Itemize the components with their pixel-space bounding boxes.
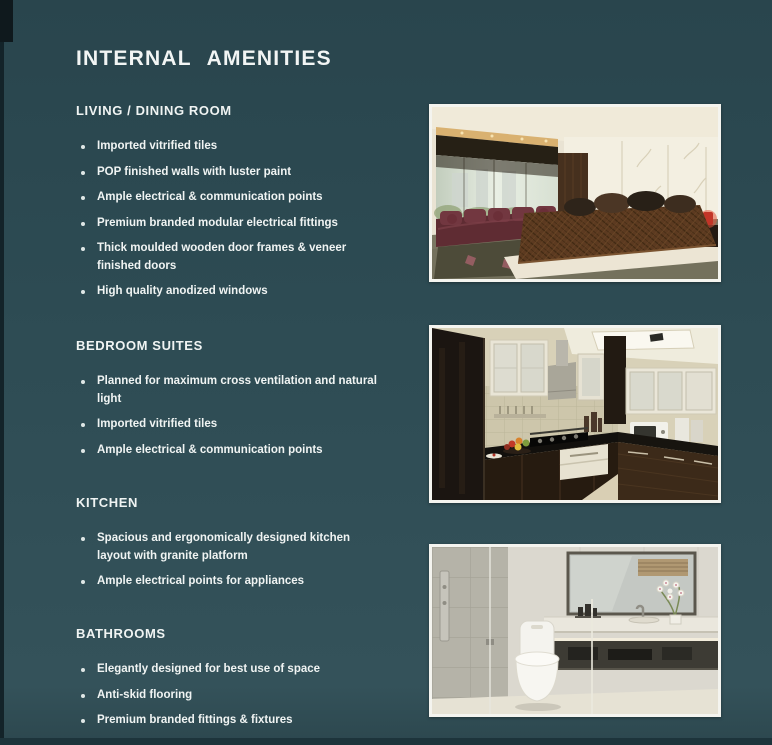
bullet-icon: [81, 247, 85, 251]
amenity-text: Spacious and ergonomically designed kitchen layout with granite platform: [97, 532, 351, 562]
amenity-item: [76, 442, 377, 460]
kitchen-photo-art: [432, 328, 718, 500]
bullet-icon: [81, 449, 85, 453]
amenity-text: Premium branded fittings & fixtures: [97, 714, 293, 726]
section-kitchen: [76, 495, 406, 599]
bullet-icon: [81, 222, 85, 226]
amenity-item: [76, 573, 377, 591]
section-bathrooms: [76, 626, 406, 738]
amenity-text: Ample electrical points for appliances: [97, 575, 305, 587]
bullet-icon: [81, 196, 85, 200]
amenities-list: [76, 661, 377, 730]
bathroom-photo: [429, 544, 721, 717]
amenity-item: [76, 687, 377, 705]
amenity-item: [76, 164, 377, 182]
section-bedroom-suites: [76, 338, 406, 467]
amenity-text: Anti-skid flooring: [97, 688, 193, 701]
bullet-icon: [81, 580, 85, 584]
amenities-list: [76, 530, 377, 591]
bullet-icon: [81, 380, 85, 384]
amenity-text: Imported vitrified tiles: [97, 140, 218, 152]
amenity-item: [76, 373, 377, 408]
bullet-icon: [81, 423, 85, 427]
amenity-text: Imported vitrified tiles: [97, 418, 218, 430]
amenity-item: [76, 416, 377, 434]
kitchen-photo: [429, 325, 721, 503]
amenity-text: Premium branded modular electrical fittings: [97, 216, 338, 229]
bullet-icon: [81, 719, 85, 723]
amenity-item: [76, 240, 377, 275]
living-dining-photo: [429, 104, 721, 282]
bullet-icon: [81, 145, 85, 149]
living-dining-photo-art: [432, 107, 718, 279]
section-heading: LIVING / DINING ROOM: [76, 103, 232, 118]
section-heading: BATHROOMS: [76, 626, 166, 641]
section-heading: KITCHEN: [76, 495, 138, 510]
amenities-list: [76, 138, 377, 301]
bathroom-photo-art: [432, 547, 718, 714]
amenity-text: Thick moulded wooden door frames & veneer finished doors: [97, 242, 347, 272]
page-bottom-strip: [0, 738, 772, 745]
amenities-list: [76, 373, 377, 459]
bullet-icon: [81, 537, 85, 541]
page-edge-strip: [0, 0, 4, 745]
amenity-item: [76, 189, 377, 207]
amenity-item: [76, 215, 377, 233]
amenity-text: Planned for maximum cross ventilation and natural light: [97, 375, 377, 405]
amenity-text: Ample electrical & communication points: [97, 443, 323, 456]
bullet-icon: [81, 171, 85, 175]
amenity-text: High quality anodized windows: [97, 285, 268, 297]
amenity-item: [76, 661, 377, 679]
section-heading: BEDROOM SUITES: [76, 338, 203, 353]
amenity-item: [76, 530, 377, 565]
amenity-item: [76, 283, 377, 301]
bullet-icon: [81, 290, 85, 294]
section-living-dining: [76, 103, 406, 309]
bullet-icon: [81, 694, 85, 698]
page-title: INTERNAL AMENITIES: [76, 47, 332, 70]
amenity-item: [76, 138, 377, 156]
amenity-text: Elegantly designed for best use of space: [97, 663, 321, 675]
amenity-text: POP finished walls with luster paint: [97, 165, 292, 178]
page-corner-mark: [0, 0, 13, 42]
bullet-icon: [81, 668, 85, 672]
amenity-text: Ample electrical & communication points: [97, 191, 323, 203]
amenity-item: [76, 712, 377, 730]
